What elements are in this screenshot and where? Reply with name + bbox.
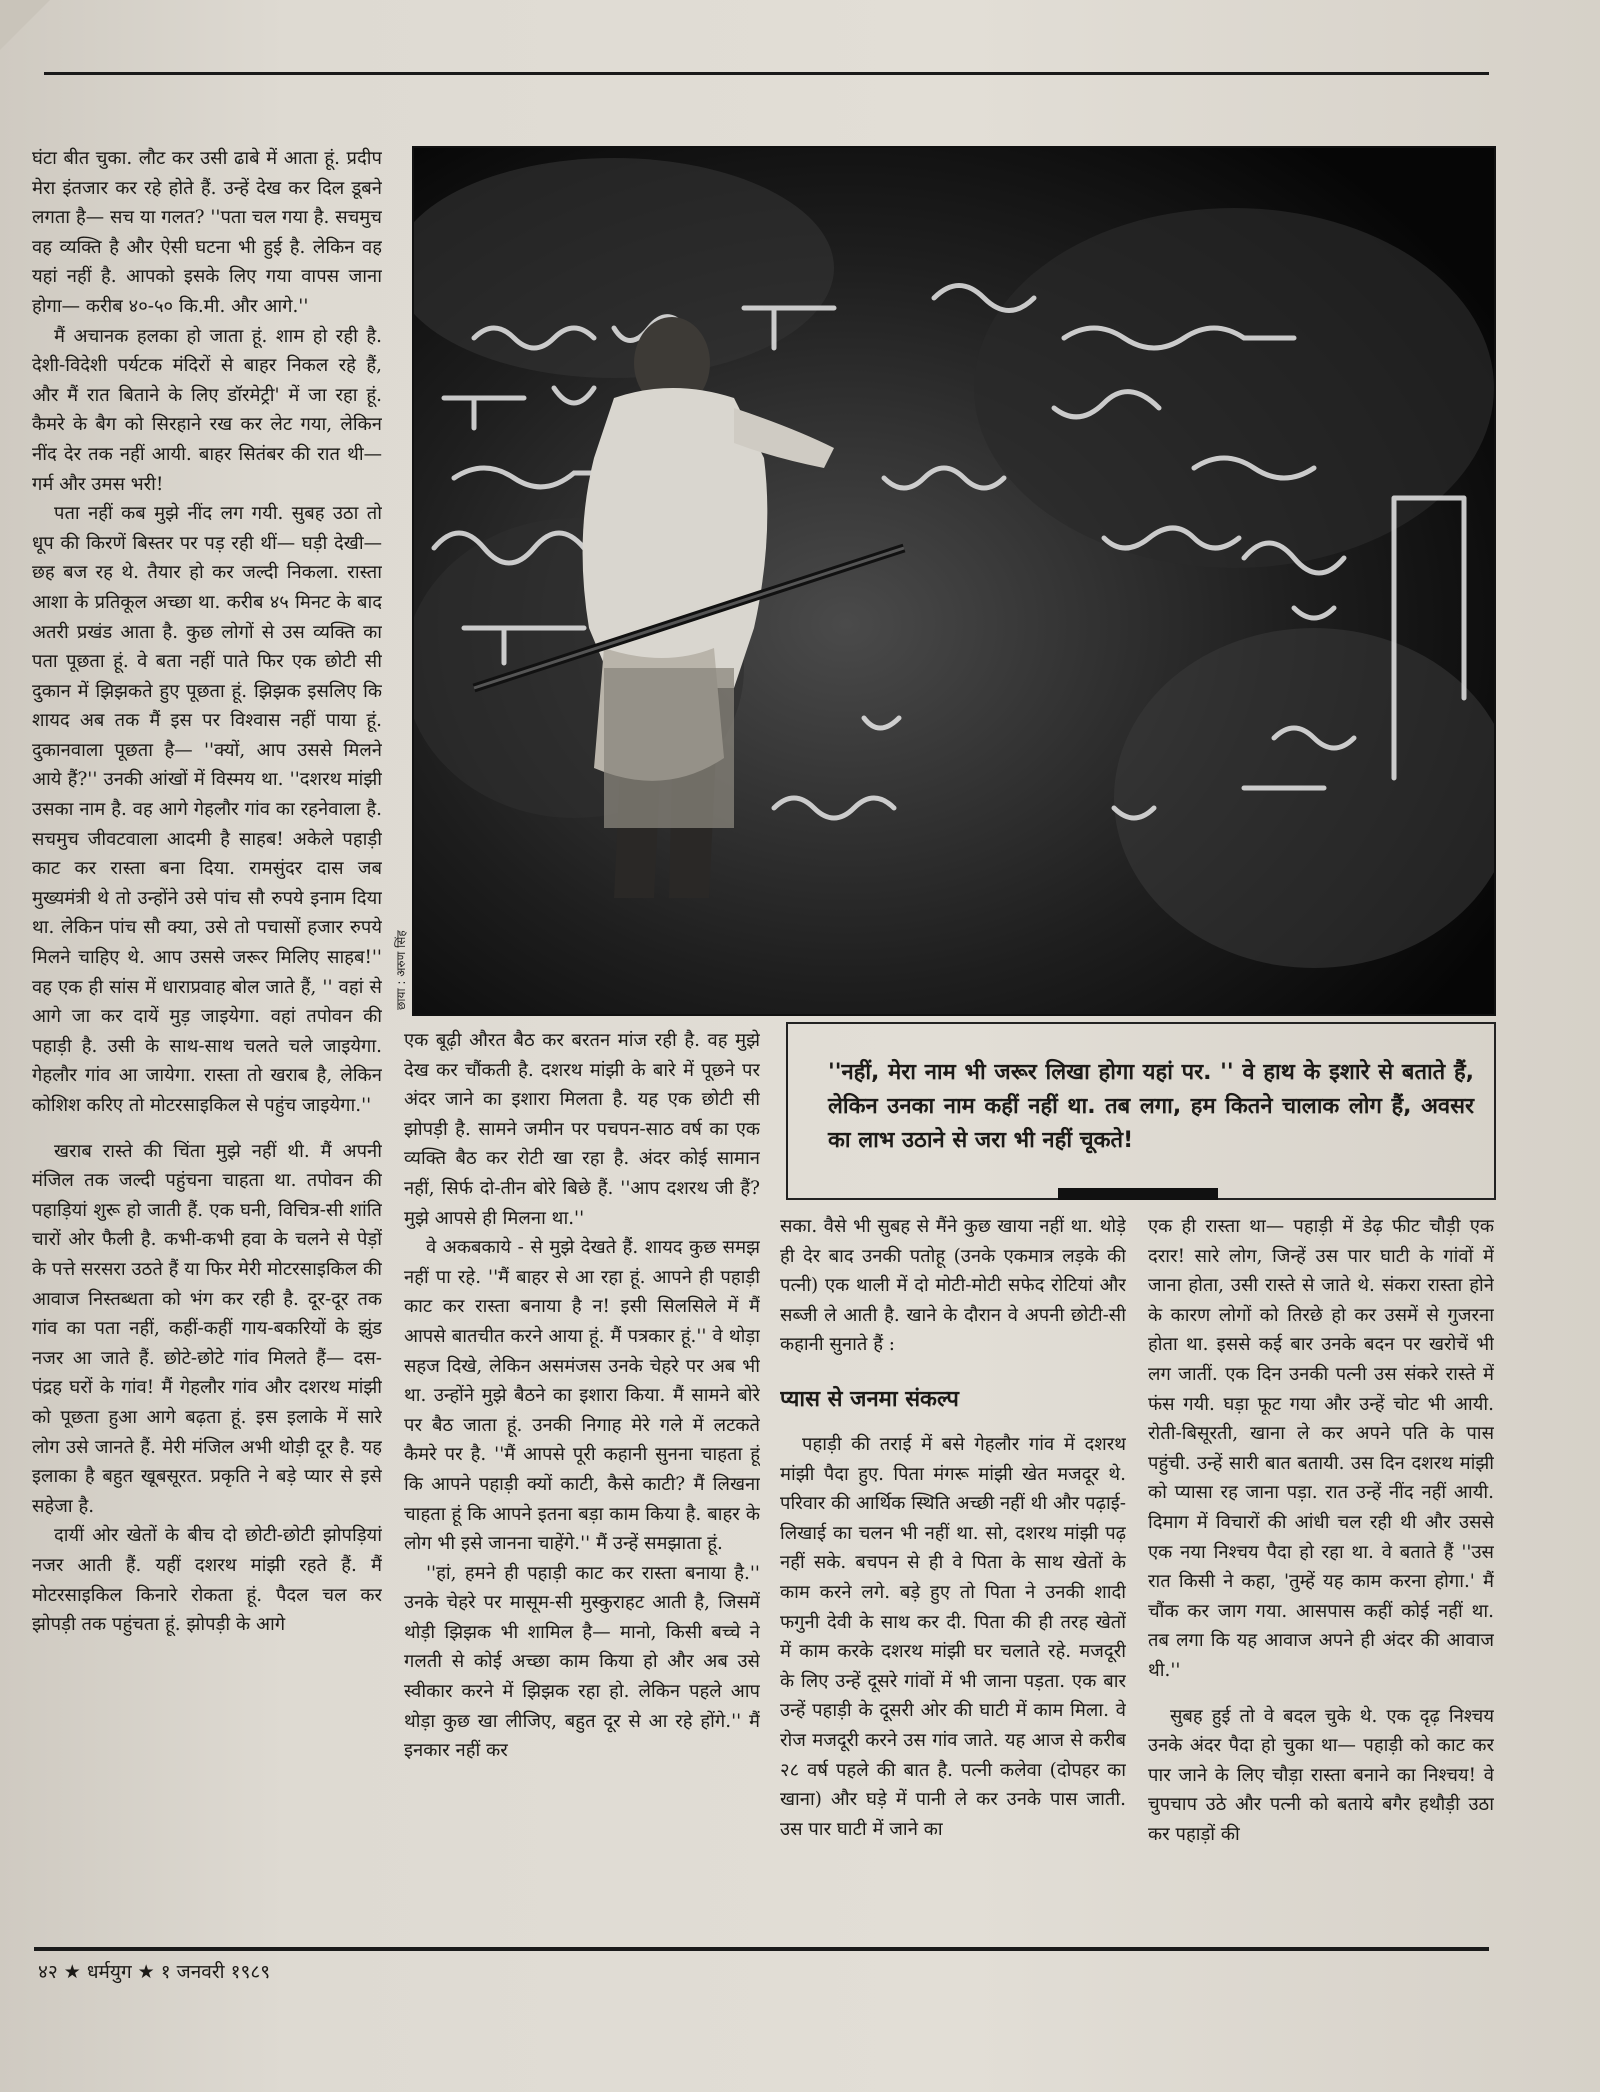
photo-man-at-rock-inscription [412,146,1496,1016]
folded-corner [0,0,50,50]
article-column-2 [404,1026,760,1926]
top-rule [44,72,1489,75]
paragraph: ''हां, हमने ही पहाड़ी काट कर रास्ता बनाया है.'' उनके चेहरे पर मासूम-सी मुस्कुराहट आती है, जिसमें थोड़ी झिझक भी शामिल है— मानो, किसी बच्चे ने गलती से कोई अच्छा काम किया हो और अब उसे स्वीकार करने में झिझक रहा हो. लेकिन पहले आप थोड़ा कुछ खा लीजिए, बहुत दूर से आ रहे होंगे.'' मैं इनकार नहीं कर [404,1562,760,1762]
photo-credit: छाया : अरुण सिंह [394,930,408,1010]
paragraph: वे अकबकाये - से मुझे देखते हैं. शायद कुछ समझ नहीं पा रहे. ''मैं बाहर से आ रहा हूं. आपने ही पहाड़ी काट कर रास्ता बनाया है न! इसी सिलसिले में मैं आपसे बातचीत करने आया हूं. मैं पत्रकार हूं.'' वे थोड़ा सहज दिखे, लेकिन असमंजस उनके चेहरे पर अब भी था. उन्होंने मुझे बैठने का इशारा किया. मैं सामने बोरे पर बैठ जाता हूं. उनकी निगाह मेरे गले में लटकते कैमरे पर है. ''मैं आपसे पूरी कहानी सुनना चाहता हूं कि आपने पहाड़ी क्यों काटी, कैसे काटी? मैं लिखना चाहता हूं कि आपने इतना बड़ा काम किया है. बाहर के लोग भी इसे जानना चाहेंगे.'' मैं उन्हें समझाता हूं. [404,1237,760,1555]
paragraph: सुबह हुई तो वे बदल चुके थे. एक दृढ़ निश्चय उनके अंदर पैदा हो चुका था— पहाड़ी को काट कर पार जाने के लिए चौड़ा रास्ता बनाने का निश्चय! वे चुपचाप उठे और पत्नी को बताये बगैर हथौड़ी उठा कर पहाड़ों की [1148,1705,1494,1845]
paragraph: एक बूढ़ी औरत बैठ कर बरतन मांज रही है. वह मुझे देख कर चौंकती है. दशरथ मांझी के बारे में पूछने पर अंदर जाने का इशारा मिलता है. यह एक छोटी सी झोपड़ी है. सामने जमीन पर पचपन-साठ वर्ष का एक व्यक्ति बैठ कर रोटी खा रहा है. अंदर कोई सामान नहीं, सिर्फ दो-तीन बोरे बिछे हैं. ''आप दशरथ जी हैं? मुझे आपसे ही मिलना था.'' [404,1030,760,1229]
paragraph: सका. वैसे भी सुबह से मैंने कुछ खाया नहीं था. थोड़े ही देर बाद उनकी पतोहू (उनके एकमात्र लड़के की पत्नी) एक थाली में दो मोटी-मोटी सफेद रोटियां और सब्जी ले आती है. खाने के दौरान वे अपनी छोटी-सी कहानी सुनाते हैं : [780,1216,1126,1356]
paragraph: पता नहीं कब मुझे नींद लग गयी. सुबह उठा तो धूप की किरणें बिस्तर पर पड़ रही थीं— घड़ी देखी— छह बज रह थे. तैयार हो कर जल्दी निकला. रास्ता आशा के प्रतिकूल अच्छा था. करीब ४५ मिनट के बाद अतरी प्रखंड आता है. कुछ लोगों से उस व्यक्ति का पता पूछता हूं. वे बता नहीं पाते फिर एक छोटी सी दुकान में झिझकते हुए पूछता हूं. झिझक इसलिए कि शायद अब तक मैं इस पर विश्वास नहीं पाया हूं. दुकानवाला पूछता है— ''क्यों, आप उससे मिलने आये हैं?'' उनकी आंखों में विस्मय था. ''दशरथ मांझी उसका नाम है. वह आगे गेहलौर गांव का रहनेवाला है. सचमुच जीवटवाला आदमी है साहब! अकेले पहाड़ी काट कर रास्ता बना दिया. रामसुंदर दास जब मुख्यमंत्री थे तो उन्होंने उसे पांच सौ रुपये इनाम दिया था. लेकिन पांच सौ क्या, उसे तो पचासों हजार रुपये मिलने चाहिए थे. आप उससे जरूर मिलिए साहब!'' वह एक ही सांस में धाराप्रवाह बोल जाते हैं, '' वहां से आगे जा कर दायें मुड़ जाइयेगा. वहां तपोवन की पहाड़ी है. उसी के साथ-साथ चलते चले जाइयेगा. गेहलौर गांव आ जायेगा. रास्ता तो खराब है, लेकिन कोशिश करिए तो मोटरसाइकिल से पहुंच जाइयेगा.'' [32,503,382,1116]
paragraph: एक ही रास्ता था— पहाड़ी में डेढ़ फीट चौड़ी एक दरार! सारे लोग, जिन्हें उस पार घाटी के गांवों में जाना होता, उसी रास्ते से जाते थे. संकरा रास्ता होने के कारण लोगों को तिरछे हो कर उसमें से गुजरना होता था. इससे कई बार उनके बदन पर खरोचें भी लग जातीं. एक दिन उनकी पत्नी उस संकरे रास्ते में फंस गयी. घड़ा फूट गया और उन्हें चोट भी आयी. रोती-बिसूरती, खाना ले कर अपने पति के पास पहुंची. उन्हें सारी बात बतायी. उस दिन दशरथ मांझी को प्यासा रह जाना पड़ा. रात उन्हें नींद नहीं आयी. दिमाग में विचारों की आंधी चल रही थी और उससे एक नया निश्चय पैदा हो रहा था. वे बताते हैं ''उस रात किसी ने कहा, 'तुम्हें यह काम करना होगा.' मैं चौंक कर जाग गया. आसपास कहीं कोई नहीं था. तब लगा कि यह आवाज अपने ही अंदर की आवाज थी.'' [1148,1216,1494,1681]
article-column-4 [1148,1212,1494,1926]
pull-quote-bar [1058,1188,1218,1200]
paragraph: पहाड़ी की तराई में बसे गेहलौर गांव में दशरथ मांझी पैदा हुए. पिता मंगरू मांझी खेत मजदूर थे. परिवार की आर्थिक स्थिति अच्छी नहीं थी और पढ़ाई-लिखाई का चलन भी नहीं था. सो, दशरथ मांझी पढ़ नहीं सके. बचपन से ही वे पिता के साथ खेतों के काम करने लगे. बड़े हुए तो पिता ने उनकी शादी फगुनी देवी के साथ कर दी. पिता की ही तरह खेतों में काम करके दशरथ मांझी घर चलाते रहे. मजदूरी के लिए उन्हें दूसरे गांवों में भी जाना पड़ता. एक बार उन्हें पहाड़ी के दूसरी ओर की घाटी में काम मिला. वे रोज मजदूरी करने उस गांव जाते. यह आज से करीब २८ वर्ष पहले की बात है. पत्नी कलेवा (दोपहर का खाना) और घड़े में पानी ले कर उनके पास जाती. उस पार घाटी में जाने का [780,1433,1126,1840]
section-subheading: प्यास से जनमा संकल्प [780,1386,959,1412]
article-column-3 [780,1212,1126,1926]
pull-quote-text: ''नहीं, मेरा नाम भी जरूर लिखा होगा यहां पर. '' वे हाथ के इशारे से बताते हैं, लेकिन उनका नाम कहीं नहीं था. तब लगा, हम कितने चालाक लोग हैं, अवसर का लाभ उठाने से जरा भी नहीं चूकते! [828,1060,1474,1153]
bottom-rule [34,1947,1489,1951]
pull-quote-box [786,1022,1496,1200]
paragraph: खराब रास्ते की चिंता मुझे नहीं थी. मैं अपनी मंजिल तक जल्दी पहुंचना चाहता था. तपोवन की पहाड़ियां शुरू हो जाती हैं. एक घनी, विचित्र-सी शांति चारों ओर फैली है. कभी-कभी हवा के चलने से पेड़ों के पत्ते सरसरा उठते हैं या फिर मेरी मोटरसाइकिल की आवाज निस्तब्धता को भंग कर रही है. दूर-दूर तक गांव का पता नहीं, कहीं-कहीं गाय-बकरियों के झुंड नजर आ जाते हैं. छोटे-छोटे गांव मिलते हैं— दस-पंद्रह घरों के गांव! मैं गेहलौर गांव और दशरथ मांझी को पूछता हुआ आगे बढ़ता हूं. इस इलाके में सारे लोग उसे जानते हैं. मेरी मंजिल अभी थोड़ी दूर है. यह इलाका है बहुत खूबसूरत. प्रकृति ने बड़े प्यार से इसे सहेजा है. [32,1140,382,1517]
photo-illustration [414,148,1494,1014]
page-footer: ४२ ★ धर्मयुग ★ १ जनवरी १९८९ [38,1961,271,1983]
paragraph: दायीं ओर खेतों के बीच दो छोटी-छोटी झोपड़ियां नजर आती हैं. यहीं दशरथ मांझी रहते हैं. मैं मोटरसाइकिल किनारे रोकता हूं. पैदल चल कर झोपड़ी तक पहुंचता हूं. झोपड़ी के आगे [32,1525,382,1636]
article-column-1 [32,144,382,1924]
paragraph: घंटा बीत चुका. लौट कर उसी ढाबे में आता हूं. प्रदीप मेरा इंतजार कर रहे होते हैं. उन्हें देख कर दिल डूबने लगता है— सच या गलत? ''पता चल गया है. सचमुच वह व्यक्ति है और ऐसी घटना भी हुई है. लेकिन वह यहां नहीं है. आपको इसके लिए गया वापस जाना होगा— करीब ४०-५० कि.मी. और आगे.'' [32,148,382,317]
paragraph: मैं अचानक हलका हो जाता हूं. शाम हो रही है. देशी-विदेशी पर्यटक मंदिरों से बाहर निकल रहे हैं, और मैं रात बिताने के लिए डॉरमेट्री' में जा रहा हूं. कैमरे के बैग को सिरहाने रख कर लेट गया, लेकिन नींद देर तक नहीं आयी. बाहर सितंबर की रात थी— गर्म और उमस भरी! [32,325,382,495]
